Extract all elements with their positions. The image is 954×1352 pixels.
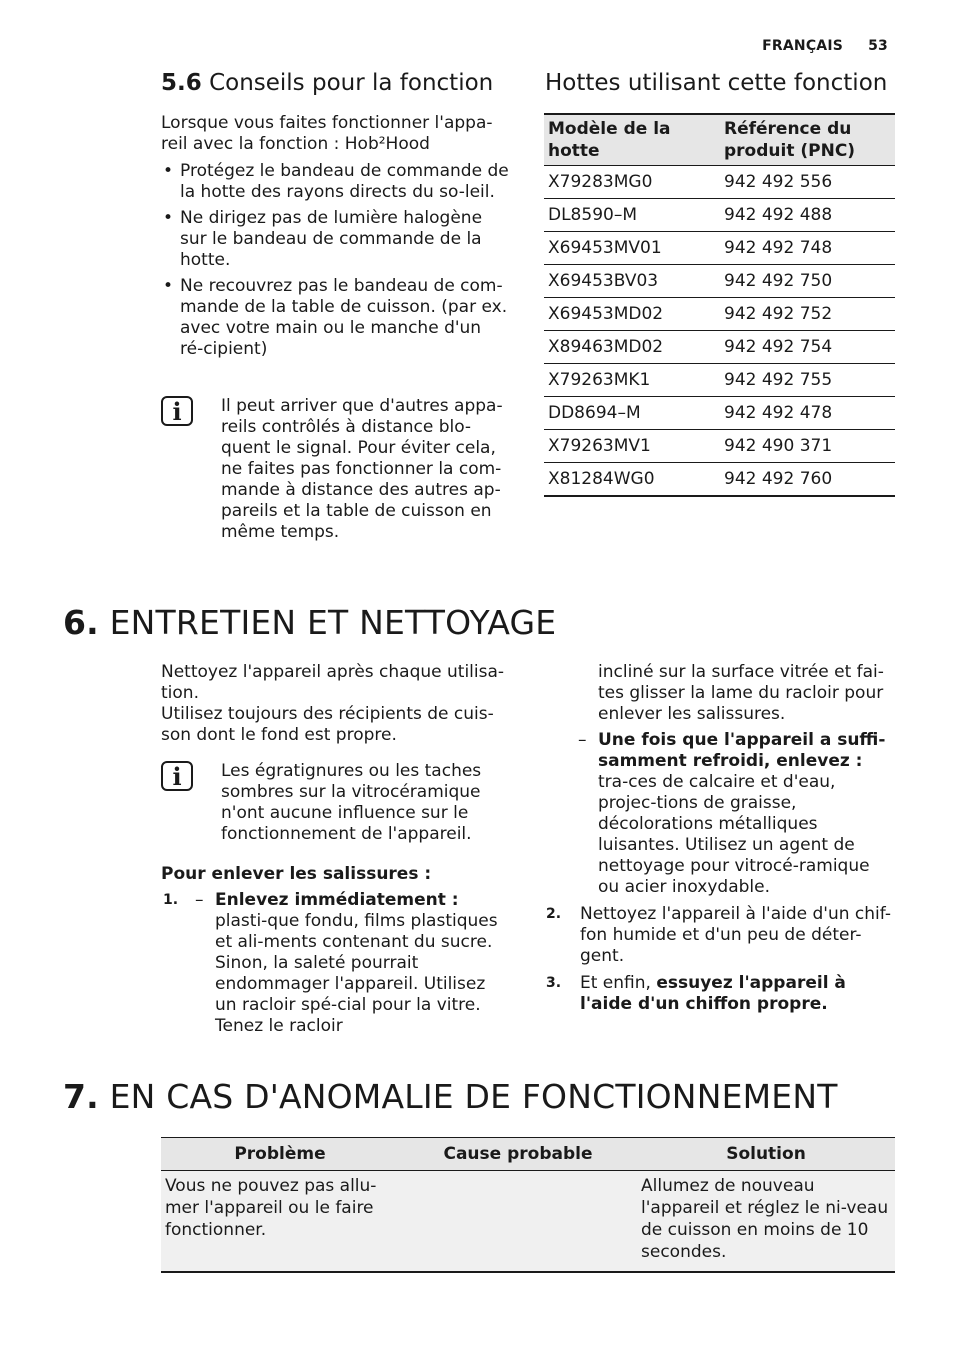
hoods-title: Hottes utilisant cette fonction: [545, 70, 888, 96]
section-5-6-body: [161, 113, 509, 365]
hoods-table: [544, 113, 895, 497]
table-row: [544, 166, 895, 199]
section-number: 6.: [63, 603, 99, 642]
pnc-cell: 942 492 752: [720, 298, 895, 331]
info-note-signal: [161, 396, 511, 543]
cause-cell: [399, 1171, 637, 1273]
solution-cell: Allumez de nouveau l'appareil et réglez le ni-veau de cuisson en moins de 10 secondes.: [637, 1171, 895, 1273]
step-number: 1.: [163, 892, 179, 908]
step-number: 2.: [546, 906, 562, 922]
tips-list: [161, 161, 509, 360]
troubleshooting-table: [161, 1137, 895, 1273]
info-note-scratches: [161, 761, 511, 845]
page-number: 53: [868, 38, 888, 54]
column-header-solution: Solution: [637, 1138, 895, 1171]
section-7-title: [63, 1077, 838, 1116]
dash-marker: –: [195, 890, 204, 910]
dash-item: [195, 890, 509, 1037]
column-header-model: Modèle de la hotte: [544, 114, 720, 166]
step-bold-text: Une fois que l'appareil a suffi-samment refroidi, enlevez :: [598, 730, 886, 771]
table-header-row: [161, 1138, 895, 1171]
step-number: 3.: [546, 975, 562, 991]
model-cell: X69453MD02: [544, 298, 720, 331]
table-row: [544, 463, 895, 497]
model-cell: X79263MV1: [544, 430, 720, 463]
table-header-row: [544, 114, 895, 166]
dash-marker: –: [578, 730, 587, 750]
page-header: [762, 38, 888, 54]
remove-dirt-heading: Pour enlever les salissures :: [161, 864, 432, 884]
list-item: • Ne dirigez pas de lumière halogène sur le bandeau de commande de la hotte.: [161, 208, 509, 271]
info-note-text: Il peut arriver que d'autres appa-reils contrôlés à distance blo-quent le signal. Pour éviter cela, ne faites pas fonctionner la com-mande à distance des autres ap-pareils et la table de cuisson en même temps.: [221, 396, 503, 542]
list-item: [544, 904, 896, 967]
model-cell: X79283MG0: [544, 166, 720, 199]
dash-item: [578, 730, 896, 898]
model-cell: X79263MK1: [544, 364, 720, 397]
column-header-problem: Problème: [161, 1138, 399, 1171]
step-continuation: incliné sur la surface vitrée et fai-tes glisser la lame du racloir pour enlever les salissures.: [598, 662, 884, 724]
step-bold-text: Enlevez immédiatement :: [215, 890, 459, 910]
section-number: 7.: [63, 1077, 99, 1116]
table-row: [544, 364, 895, 397]
list-item: • Protégez le bandeau de commande de la hotte des rayons directs du so-leil.: [161, 161, 509, 203]
section-6-title: [63, 603, 556, 642]
section-title-text: Conseils pour la fonction: [209, 70, 494, 96]
table-row: [544, 265, 895, 298]
pnc-cell: 942 492 556: [720, 166, 895, 199]
cleaning-steps-right: [544, 662, 896, 1021]
model-cell: X69453BV03: [544, 265, 720, 298]
column-header-pnc: Référence du produit (PNC): [720, 114, 895, 166]
list-item: [161, 890, 509, 1037]
paragraph: Nettoyez l'appareil après chaque utilisa-tion.: [161, 662, 505, 703]
table-row: [544, 430, 895, 463]
intro-paragraph: Lorsque vous faites fonctionner l'appa-reil avec la fonction : Hob²Hood: [161, 113, 493, 154]
pnc-cell: 942 492 748: [720, 232, 895, 265]
step-text: tra-ces de calcaire et d'eau, projec-tions de graisse, décolorations métalliques luisantes. Utilisez un agent de nettoyage pour vitrocé-ramique ou acier inoxydable.: [598, 772, 870, 897]
section-title-text: ENTRETIEN ET NETTOYAGE: [109, 603, 557, 642]
section-5-6-title: [161, 70, 493, 96]
pnc-cell: 942 492 478: [720, 397, 895, 430]
steps-list: [161, 890, 509, 1037]
paragraph: Utilisez toujours des récipients de cuis-son dont le fond est propre.: [161, 704, 494, 745]
model-cell: DD8694–M: [544, 397, 720, 430]
pnc-cell: 942 492 488: [720, 199, 895, 232]
table-row: [544, 298, 895, 331]
model-cell: X89463MD02: [544, 331, 720, 364]
problem-cell: Vous ne pouvez pas allu-mer l'appareil ou le faire fonctionner.: [161, 1171, 399, 1273]
pnc-cell: 942 492 750: [720, 265, 895, 298]
section-number: 5.6: [161, 70, 202, 96]
pnc-cell: 942 492 755: [720, 364, 895, 397]
step-text: Nettoyez l'appareil à l'aide d'un chif-fon humide et d'un peu de déter-gent.: [580, 904, 891, 966]
pnc-cell: 942 492 754: [720, 331, 895, 364]
model-cell: DL8590–M: [544, 199, 720, 232]
language-label: FRANÇAIS: [762, 38, 844, 54]
column-header-cause: Cause probable: [399, 1138, 637, 1171]
table-row: [544, 232, 895, 265]
model-cell: X81284WG0: [544, 463, 720, 497]
table-row: [544, 331, 895, 364]
steps-list: [544, 904, 896, 1015]
list-item: • Ne recouvrez pas le bandeau de com-mande de la table de cuisson. (par ex. avec votre main ou le manche d'un ré-cipient): [161, 276, 509, 360]
table-row: [161, 1171, 895, 1273]
table-row: [544, 397, 895, 430]
cleaning-steps-left: [161, 864, 509, 1043]
step-bold-text: essuyez l'appareil à l'aide d'un chiffon propre.: [580, 973, 846, 1014]
table-row: [544, 199, 895, 232]
step-text: Et enfin,: [580, 973, 657, 993]
info-icon: i: [161, 761, 193, 791]
pnc-cell: 942 490 371: [720, 430, 895, 463]
section-6-intro: [161, 662, 506, 746]
section-title-text: EN CAS D'ANOMALIE DE FONCTIONNEMENT: [109, 1077, 838, 1116]
pnc-cell: 942 492 760: [720, 463, 895, 497]
model-cell: X69453MV01: [544, 232, 720, 265]
list-item: [544, 973, 896, 1015]
step-text: plasti-que fondu, films plastiques et ali-ments contenant du sucre. Sinon, la saleté pourrait endommager l'appareil. Utilisez un racloir spé-cial pour la vitre. Tenez le racloir: [215, 911, 498, 1036]
info-icon: i: [161, 396, 193, 426]
info-note-text: Les égratignures ou les taches sombres sur la vitrocéramique n'ont aucune influence sur le fonctionnement de l'appareil.: [221, 761, 482, 844]
